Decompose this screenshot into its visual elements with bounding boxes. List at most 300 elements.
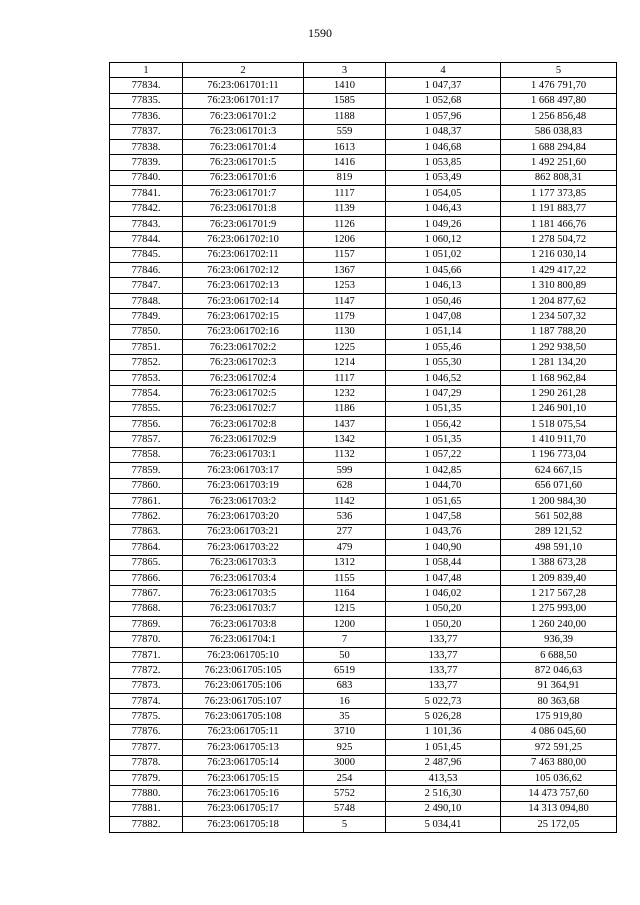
cadastral-number-cell: 76:23:061701:8 bbox=[183, 201, 304, 216]
cadastral-number-cell: 76:23:061702:10 bbox=[183, 232, 304, 247]
row-number-cell: 77869. bbox=[110, 617, 183, 632]
value-cell: 1 217 567,28 bbox=[501, 586, 617, 601]
table-body bbox=[110, 78, 617, 832]
cadastral-number-cell: 76:23:061702:9 bbox=[183, 432, 304, 447]
table-row bbox=[110, 663, 617, 678]
cadastral-number-cell: 76:23:061705:15 bbox=[183, 770, 304, 785]
value-cell: 1 688 294,84 bbox=[501, 139, 617, 154]
area-cell: 1147 bbox=[304, 293, 386, 308]
value-cell: 498 591,10 bbox=[501, 540, 617, 555]
column-header-1: 1 bbox=[110, 63, 183, 78]
value-cell: 1 492 251,60 bbox=[501, 155, 617, 170]
rate-cell: 1 053,49 bbox=[386, 170, 501, 185]
area-cell: 925 bbox=[304, 740, 386, 755]
table-row bbox=[110, 509, 617, 524]
cadastral-number-cell: 76:23:061705:16 bbox=[183, 786, 304, 801]
value-cell: 1 429 417,22 bbox=[501, 263, 617, 278]
cadastral-number-cell: 76:23:061702:16 bbox=[183, 324, 304, 339]
area-cell: 1188 bbox=[304, 109, 386, 124]
cadastral-number-cell: 76:23:061704:1 bbox=[183, 632, 304, 647]
rate-cell: 2 487,96 bbox=[386, 755, 501, 770]
rate-cell: 1 047,29 bbox=[386, 386, 501, 401]
area-cell: 1164 bbox=[304, 586, 386, 601]
cadastral-number-cell: 76:23:061701:11 bbox=[183, 78, 304, 93]
area-cell: 683 bbox=[304, 678, 386, 693]
value-cell: 862 808,31 bbox=[501, 170, 617, 185]
table-row bbox=[110, 493, 617, 508]
row-number-cell: 77862. bbox=[110, 509, 183, 524]
value-cell: 1 668 497,80 bbox=[501, 93, 617, 108]
value-cell: 1 410 911,70 bbox=[501, 432, 617, 447]
rate-cell: 1 055,46 bbox=[386, 340, 501, 355]
area-cell: 3000 bbox=[304, 755, 386, 770]
cadastral-number-cell: 76:23:061701:6 bbox=[183, 170, 304, 185]
table-row bbox=[110, 263, 617, 278]
row-number-cell: 77855. bbox=[110, 401, 183, 416]
cadastral-number-cell: 76:23:061703:22 bbox=[183, 540, 304, 555]
value-cell: 1 196 773,04 bbox=[501, 447, 617, 462]
row-number-cell: 77864. bbox=[110, 540, 183, 555]
rate-cell: 1 054,05 bbox=[386, 186, 501, 201]
row-number-cell: 77868. bbox=[110, 601, 183, 616]
area-cell: 819 bbox=[304, 170, 386, 185]
table-row bbox=[110, 463, 617, 478]
area-cell: 1312 bbox=[304, 555, 386, 570]
row-number-cell: 77860. bbox=[110, 478, 183, 493]
rate-cell: 5 022,73 bbox=[386, 694, 501, 709]
area-cell: 1613 bbox=[304, 139, 386, 154]
rate-cell: 1 057,22 bbox=[386, 447, 501, 462]
value-cell: 175 919,80 bbox=[501, 709, 617, 724]
rate-cell: 1 047,58 bbox=[386, 509, 501, 524]
row-number-cell: 77836. bbox=[110, 109, 183, 124]
table-row bbox=[110, 447, 617, 462]
row-number-cell: 77856. bbox=[110, 416, 183, 431]
table-row bbox=[110, 586, 617, 601]
table-row bbox=[110, 155, 617, 170]
area-cell: 5748 bbox=[304, 801, 386, 816]
row-number-cell: 77882. bbox=[110, 817, 183, 832]
row-number-cell: 77857. bbox=[110, 432, 183, 447]
cadastral-number-cell: 76:23:061705:17 bbox=[183, 801, 304, 816]
rate-cell: 1 051,02 bbox=[386, 247, 501, 262]
rate-cell: 1 046,68 bbox=[386, 139, 501, 154]
area-cell: 35 bbox=[304, 709, 386, 724]
rate-cell: 1 048,37 bbox=[386, 124, 501, 139]
column-header-3: 3 bbox=[304, 63, 386, 78]
rate-cell: 1 042,85 bbox=[386, 463, 501, 478]
row-number-cell: 77834. bbox=[110, 78, 183, 93]
table-row bbox=[110, 617, 617, 632]
table-row bbox=[110, 170, 617, 185]
value-cell: 1 476 791,70 bbox=[501, 78, 617, 93]
table-row bbox=[110, 216, 617, 231]
row-number-cell: 77874. bbox=[110, 694, 183, 709]
cadastral-number-cell: 76:23:061702:4 bbox=[183, 370, 304, 385]
rate-cell: 1 049,26 bbox=[386, 216, 501, 231]
cadastral-number-cell: 76:23:061702:15 bbox=[183, 309, 304, 324]
table-row bbox=[110, 386, 617, 401]
row-number-cell: 77865. bbox=[110, 555, 183, 570]
cadastral-number-cell: 76:23:061702:13 bbox=[183, 278, 304, 293]
table-row bbox=[110, 324, 617, 339]
rate-cell: 2 516,30 bbox=[386, 786, 501, 801]
value-cell: 561 502,88 bbox=[501, 509, 617, 524]
value-cell: 14 313 094,80 bbox=[501, 801, 617, 816]
row-number-cell: 77848. bbox=[110, 293, 183, 308]
row-number-cell: 77858. bbox=[110, 447, 183, 462]
rate-cell: 1 047,37 bbox=[386, 78, 501, 93]
rate-cell: 1 047,08 bbox=[386, 309, 501, 324]
value-cell: 6 688,50 bbox=[501, 647, 617, 662]
value-cell: 25 172,05 bbox=[501, 817, 617, 832]
row-number-cell: 77842. bbox=[110, 201, 183, 216]
rate-cell: 133,77 bbox=[386, 647, 501, 662]
row-number-cell: 77876. bbox=[110, 724, 183, 739]
area-cell: 254 bbox=[304, 770, 386, 785]
table-row bbox=[110, 678, 617, 693]
area-cell: 1206 bbox=[304, 232, 386, 247]
value-cell: 105 036,62 bbox=[501, 770, 617, 785]
rate-cell: 1 046,43 bbox=[386, 201, 501, 216]
area-cell: 1232 bbox=[304, 386, 386, 401]
row-number-cell: 77841. bbox=[110, 186, 183, 201]
value-cell: 1 256 856,48 bbox=[501, 109, 617, 124]
area-cell: 1155 bbox=[304, 570, 386, 585]
area-cell: 1186 bbox=[304, 401, 386, 416]
value-cell: 1 281 134,20 bbox=[501, 355, 617, 370]
cadastral-number-cell: 76:23:061705:107 bbox=[183, 694, 304, 709]
area-cell: 1139 bbox=[304, 201, 386, 216]
rate-cell: 1 053,85 bbox=[386, 155, 501, 170]
table-row bbox=[110, 632, 617, 647]
rate-cell: 1 052,68 bbox=[386, 93, 501, 108]
row-number-cell: 77852. bbox=[110, 355, 183, 370]
value-cell: 4 086 045,60 bbox=[501, 724, 617, 739]
table-row bbox=[110, 817, 617, 832]
area-cell: 277 bbox=[304, 524, 386, 539]
cadastral-number-cell: 76:23:061701:4 bbox=[183, 139, 304, 154]
rate-cell: 1 046,13 bbox=[386, 278, 501, 293]
area-cell: 628 bbox=[304, 478, 386, 493]
table-header-row bbox=[110, 63, 617, 78]
row-number-cell: 77863. bbox=[110, 524, 183, 539]
value-cell: 1 191 883,77 bbox=[501, 201, 617, 216]
cadastral-number-cell: 76:23:061701:3 bbox=[183, 124, 304, 139]
table-row bbox=[110, 139, 617, 154]
table-row bbox=[110, 647, 617, 662]
area-cell: 5 bbox=[304, 817, 386, 832]
cadastral-number-cell: 76:23:061701:7 bbox=[183, 186, 304, 201]
value-cell: 972 591,25 bbox=[501, 740, 617, 755]
area-cell: 1437 bbox=[304, 416, 386, 431]
table-row bbox=[110, 355, 617, 370]
rate-cell: 1 050,20 bbox=[386, 601, 501, 616]
value-cell: 1 177 373,85 bbox=[501, 186, 617, 201]
rate-cell: 1 051,35 bbox=[386, 401, 501, 416]
table-header bbox=[110, 63, 617, 78]
row-number-cell: 77835. bbox=[110, 93, 183, 108]
area-cell: 1126 bbox=[304, 216, 386, 231]
cadastral-number-cell: 76:23:061702:5 bbox=[183, 386, 304, 401]
rate-cell: 1 051,65 bbox=[386, 493, 501, 508]
table-row bbox=[110, 740, 617, 755]
cadastral-number-cell: 76:23:061701:9 bbox=[183, 216, 304, 231]
value-cell: 14 473 757,60 bbox=[501, 786, 617, 801]
cadastral-number-cell: 76:23:061703:7 bbox=[183, 601, 304, 616]
rate-cell: 1 043,76 bbox=[386, 524, 501, 539]
area-cell: 1179 bbox=[304, 309, 386, 324]
table-row bbox=[110, 555, 617, 570]
cadastral-number-cell: 76:23:061703:4 bbox=[183, 570, 304, 585]
row-number-cell: 77877. bbox=[110, 740, 183, 755]
row-number-cell: 77847. bbox=[110, 278, 183, 293]
cadastral-number-cell: 76:23:061703:17 bbox=[183, 463, 304, 478]
cadastral-number-cell: 76:23:061705:11 bbox=[183, 724, 304, 739]
cadastral-number-cell: 76:23:061705:10 bbox=[183, 647, 304, 662]
row-number-cell: 77844. bbox=[110, 232, 183, 247]
rate-cell: 1 046,52 bbox=[386, 370, 501, 385]
row-number-cell: 77853. bbox=[110, 370, 183, 385]
area-cell: 50 bbox=[304, 647, 386, 662]
cadastral-number-cell: 76:23:061703:5 bbox=[183, 586, 304, 601]
table-row bbox=[110, 247, 617, 262]
area-cell: 599 bbox=[304, 463, 386, 478]
table-row bbox=[110, 93, 617, 108]
table-row bbox=[110, 186, 617, 201]
cadastral-number-cell: 76:23:061705:108 bbox=[183, 709, 304, 724]
data-table bbox=[109, 62, 617, 833]
cadastral-number-cell: 76:23:061705:13 bbox=[183, 740, 304, 755]
table-row bbox=[110, 601, 617, 616]
area-cell: 1367 bbox=[304, 263, 386, 278]
table-row bbox=[110, 570, 617, 585]
cadastral-number-cell: 76:23:061703:8 bbox=[183, 617, 304, 632]
value-cell: 1 292 938,50 bbox=[501, 340, 617, 355]
area-cell: 1225 bbox=[304, 340, 386, 355]
table-row bbox=[110, 786, 617, 801]
value-cell: 656 071,60 bbox=[501, 478, 617, 493]
row-number-cell: 77881. bbox=[110, 801, 183, 816]
column-header-2: 2 bbox=[183, 63, 304, 78]
table-row bbox=[110, 770, 617, 785]
value-cell: 1 200 984,30 bbox=[501, 493, 617, 508]
row-number-cell: 77843. bbox=[110, 216, 183, 231]
rate-cell: 1 058,44 bbox=[386, 555, 501, 570]
value-cell: 872 046,63 bbox=[501, 663, 617, 678]
rate-cell: 1 046,02 bbox=[386, 586, 501, 601]
rate-cell: 1 051,14 bbox=[386, 324, 501, 339]
cadastral-number-cell: 76:23:061705:18 bbox=[183, 817, 304, 832]
value-cell: 1 187 788,20 bbox=[501, 324, 617, 339]
rate-cell: 1 060,12 bbox=[386, 232, 501, 247]
area-cell: 1142 bbox=[304, 493, 386, 508]
cadastral-number-cell: 76:23:061702:2 bbox=[183, 340, 304, 355]
row-number-cell: 77875. bbox=[110, 709, 183, 724]
rate-cell: 1 047,48 bbox=[386, 570, 501, 585]
table-row bbox=[110, 201, 617, 216]
row-number-cell: 77859. bbox=[110, 463, 183, 478]
area-cell: 16 bbox=[304, 694, 386, 709]
rate-cell: 5 026,28 bbox=[386, 709, 501, 724]
value-cell: 1 310 800,89 bbox=[501, 278, 617, 293]
rate-cell: 1 040,90 bbox=[386, 540, 501, 555]
rate-cell: 1 050,46 bbox=[386, 293, 501, 308]
rate-cell: 1 050,20 bbox=[386, 617, 501, 632]
area-cell: 1132 bbox=[304, 447, 386, 462]
cadastral-number-cell: 76:23:061702:7 bbox=[183, 401, 304, 416]
cadastral-number-cell: 76:23:061705:14 bbox=[183, 755, 304, 770]
row-number-cell: 77873. bbox=[110, 678, 183, 693]
table-row bbox=[110, 124, 617, 139]
row-number-cell: 77872. bbox=[110, 663, 183, 678]
table-row bbox=[110, 709, 617, 724]
area-cell: 479 bbox=[304, 540, 386, 555]
row-number-cell: 77870. bbox=[110, 632, 183, 647]
table-row bbox=[110, 370, 617, 385]
rate-cell: 5 034,41 bbox=[386, 817, 501, 832]
table-row bbox=[110, 416, 617, 431]
table-row bbox=[110, 232, 617, 247]
row-number-cell: 77878. bbox=[110, 755, 183, 770]
cadastral-number-cell: 76:23:061702:3 bbox=[183, 355, 304, 370]
area-cell: 1253 bbox=[304, 278, 386, 293]
cadastral-number-cell: 76:23:061701:17 bbox=[183, 93, 304, 108]
page-number: 1590 bbox=[308, 26, 332, 40]
rate-cell: 1 051,45 bbox=[386, 740, 501, 755]
area-cell: 5752 bbox=[304, 786, 386, 801]
area-cell: 1215 bbox=[304, 601, 386, 616]
table-row bbox=[110, 724, 617, 739]
cadastral-number-cell: 76:23:061703:3 bbox=[183, 555, 304, 570]
table-row bbox=[110, 540, 617, 555]
table-row bbox=[110, 109, 617, 124]
value-cell: 7 463 880,00 bbox=[501, 755, 617, 770]
value-cell: 1 388 673,28 bbox=[501, 555, 617, 570]
row-number-cell: 77879. bbox=[110, 770, 183, 785]
cadastral-number-cell: 76:23:061703:1 bbox=[183, 447, 304, 462]
rate-cell: 1 056,42 bbox=[386, 416, 501, 431]
row-number-cell: 77839. bbox=[110, 155, 183, 170]
value-cell: 1 278 504,72 bbox=[501, 232, 617, 247]
cadastral-number-cell: 76:23:061703:20 bbox=[183, 509, 304, 524]
value-cell: 1 168 962,84 bbox=[501, 370, 617, 385]
row-number-cell: 77866. bbox=[110, 570, 183, 585]
cadastral-number-cell: 76:23:061702:11 bbox=[183, 247, 304, 262]
area-cell: 1342 bbox=[304, 432, 386, 447]
value-cell: 1 290 261,28 bbox=[501, 386, 617, 401]
column-header-5: 5 bbox=[501, 63, 617, 78]
area-cell: 559 bbox=[304, 124, 386, 139]
rate-cell: 1 055,30 bbox=[386, 355, 501, 370]
table-row bbox=[110, 694, 617, 709]
cadastral-number-cell: 76:23:061702:8 bbox=[183, 416, 304, 431]
area-cell: 1117 bbox=[304, 370, 386, 385]
table-row bbox=[110, 278, 617, 293]
value-cell: 1 209 839,40 bbox=[501, 570, 617, 585]
area-cell: 1130 bbox=[304, 324, 386, 339]
table-row bbox=[110, 801, 617, 816]
rate-cell: 1 051,35 bbox=[386, 432, 501, 447]
row-number-cell: 77846. bbox=[110, 263, 183, 278]
value-cell: 1 518 075,54 bbox=[501, 416, 617, 431]
row-number-cell: 77850. bbox=[110, 324, 183, 339]
cadastral-number-cell: 76:23:061701:5 bbox=[183, 155, 304, 170]
value-cell: 289 121,52 bbox=[501, 524, 617, 539]
row-number-cell: 77849. bbox=[110, 309, 183, 324]
cadastral-number-cell: 76:23:061702:14 bbox=[183, 293, 304, 308]
value-cell: 80 363,68 bbox=[501, 694, 617, 709]
table-row bbox=[110, 755, 617, 770]
area-cell: 536 bbox=[304, 509, 386, 524]
cadastral-number-cell: 76:23:061703:19 bbox=[183, 478, 304, 493]
value-cell: 1 260 240,00 bbox=[501, 617, 617, 632]
table-row bbox=[110, 401, 617, 416]
value-cell: 1 204 877,62 bbox=[501, 293, 617, 308]
cadastral-number-cell: 76:23:061702:12 bbox=[183, 263, 304, 278]
row-number-cell: 77861. bbox=[110, 493, 183, 508]
row-number-cell: 77845. bbox=[110, 247, 183, 262]
cadastral-number-cell: 76:23:061705:106 bbox=[183, 678, 304, 693]
area-cell: 1200 bbox=[304, 617, 386, 632]
cadastral-number-cell: 76:23:061705:105 bbox=[183, 663, 304, 678]
area-cell: 6519 bbox=[304, 663, 386, 678]
value-cell: 91 364,91 bbox=[501, 678, 617, 693]
area-cell: 1410 bbox=[304, 78, 386, 93]
area-cell: 3710 bbox=[304, 724, 386, 739]
value-cell: 1 234 507,32 bbox=[501, 309, 617, 324]
table-row bbox=[110, 309, 617, 324]
value-cell: 1 246 901,10 bbox=[501, 401, 617, 416]
row-number-cell: 77851. bbox=[110, 340, 183, 355]
rate-cell: 2 490,10 bbox=[386, 801, 501, 816]
rate-cell: 133,77 bbox=[386, 632, 501, 647]
value-cell: 936,39 bbox=[501, 632, 617, 647]
rate-cell: 413,53 bbox=[386, 770, 501, 785]
cadastral-number-cell: 76:23:061703:21 bbox=[183, 524, 304, 539]
value-cell: 1 181 466,76 bbox=[501, 216, 617, 231]
row-number-cell: 77871. bbox=[110, 647, 183, 662]
value-cell: 586 038,83 bbox=[501, 124, 617, 139]
row-number-cell: 77880. bbox=[110, 786, 183, 801]
table-row bbox=[110, 293, 617, 308]
table-row bbox=[110, 524, 617, 539]
rate-cell: 133,77 bbox=[386, 663, 501, 678]
cadastral-number-cell: 76:23:061701:2 bbox=[183, 109, 304, 124]
area-cell: 1585 bbox=[304, 93, 386, 108]
value-cell: 1 275 993,00 bbox=[501, 601, 617, 616]
area-cell: 1214 bbox=[304, 355, 386, 370]
rate-cell: 1 045,66 bbox=[386, 263, 501, 278]
row-number-cell: 77840. bbox=[110, 170, 183, 185]
table-row bbox=[110, 78, 617, 93]
row-number-cell: 77854. bbox=[110, 386, 183, 401]
area-cell: 1117 bbox=[304, 186, 386, 201]
value-cell: 1 216 030,14 bbox=[501, 247, 617, 262]
value-cell: 624 667,15 bbox=[501, 463, 617, 478]
rate-cell: 133,77 bbox=[386, 678, 501, 693]
rate-cell: 1 057,96 bbox=[386, 109, 501, 124]
rate-cell: 1 101,36 bbox=[386, 724, 501, 739]
table-row bbox=[110, 478, 617, 493]
table-row bbox=[110, 432, 617, 447]
row-number-cell: 77867. bbox=[110, 586, 183, 601]
row-number-cell: 77838. bbox=[110, 139, 183, 154]
cadastral-number-cell: 76:23:061703:2 bbox=[183, 493, 304, 508]
row-number-cell: 77837. bbox=[110, 124, 183, 139]
table-row bbox=[110, 340, 617, 355]
area-cell: 1157 bbox=[304, 247, 386, 262]
